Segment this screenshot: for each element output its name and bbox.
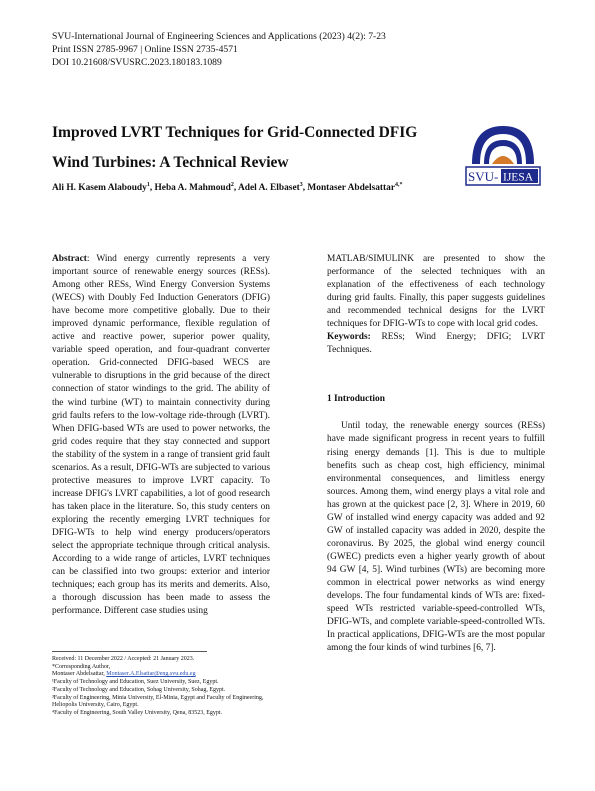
author-affiliation-mark: 1 [146, 182, 150, 188]
journal-citation: SVU-International Journal of Engineering Sciences and Applications (2023) 4(2): 7-23 [52, 31, 386, 42]
affiliation-2: ²Faculty of Technology and Education, Sohag University, Sohag, Egypt. [52, 686, 226, 693]
paper-title-line-2: Wind Turbines: A Technical Review [52, 154, 289, 171]
footnotes [52, 656, 270, 718]
author-affiliation-mark: 2 [230, 182, 234, 188]
affiliation-1: ¹Faculty of Technology and Education, Suez University, Suez, Egypt. [52, 679, 219, 686]
logo-text-right: IJESA [503, 171, 534, 184]
keywords-paragraph [327, 331, 545, 357]
corresponding-author-note: *Corresponding Author, [52, 663, 111, 670]
journal-issn: Print ISSN 2785-9967 | Online ISSN 2735-4571 [52, 44, 238, 55]
corresponding-name: Montaser Abdelsattar, [52, 671, 107, 678]
journal-header [52, 30, 386, 69]
affiliation-3: ³Faculty of Engineering, Minia University, El-Minia, Egypt and Faculty of Engineering, Heliopolis University, Cairo, Egypt. [52, 694, 264, 709]
keywords-text: RESs; Wind Energy; DFIG; LVRT Techniques. [327, 332, 545, 356]
abstract-label: Abstract [52, 254, 87, 264]
abstract-paragraph [52, 253, 270, 618]
footnote-divider [52, 651, 207, 652]
journal-doi: DOI 10.21608/SVUSRC.2023.180183.1089 [52, 57, 222, 68]
logo-text-left: SVU- [468, 169, 499, 184]
author-name: Heba A. Mahmoud [154, 183, 231, 194]
abstract-continuation: MATLAB/SIMULINK are presented to show the performance of the selected techniques with an explanation of the effectiveness of each technology during grid faults. Finally, this paper suggests guidelines and recommended technical designs for the LVRT techniques for DFIG-WTs to cope with local grid codes. [327, 254, 545, 330]
author-affiliation-mark: 4,* [395, 182, 403, 188]
introduction-paragraph: Until today, the renewable energy sources (RESs) have made significant progress in recent years to fulfill rising energy demands [1]. This is due to multiple benefits such as cheap cost, high efficiency, minimal environmental consequences, and limitless energy sources. Among them, wind energy plays a vital role and has grown at the quickest pace [2, 3]. Where in 2019, 60 GW of installed wind energy capacity was added and 92 GW of installed capacity was added in 2020, despite the coronavirus. By 2025, the global wind energy council (GWEC) predicts even a higher yearly growth of about 94 GW [4, 5]. Wind turbines (WTs) are becoming more common in electrical power networks as wind energy develops. The four fundamental kinds of WTs are: fixed-speed WTs restricted variable-speed-controlled WTs, DFIG-WTs, and complete variable-speed-controlled WTs. In practical applications, DFIG-WTs are the most popular among the four kinds of wind turbines [6, 7]. [327, 421, 545, 654]
corresponding-email-line [52, 671, 270, 679]
author-name: Adel A. Elbaset [238, 183, 300, 194]
author-affiliation-mark: 3 [299, 182, 303, 188]
right-column [327, 253, 545, 655]
svu-ijesa-logo [462, 120, 544, 190]
abstract-text: : Wind energy currently represents a very important source of renewable energy sources (RESs). Among other RESs, Wind Energy Conversion Systems (WECS) with Doubly Fed Induction Generators (DFIG) have become more competitive globally. Due to their improved dynamic performance, flexible regulation of active and reactive power, superior power quality, variable speed operation, and four-quadrant converter operation. Grid-connected DFIG-based WECS are vulnerable to disruptions in the grid because of the direct connection of stator windings to the grid. The ability of the wind turbine (WT) to maintain connectivity during grid faults refers to the low-voltage ride-through (LVRT). When DFIG-based WTs are used to power networks, the grid codes require that they stay connected and support the stability of the system in a range of transient grid fault scenarios. As a result, DFIG-WTs are subjected to various protective measures to improve LVRT capacity. To increase DFIG's LVRT capabilities, a lot of good research has taken place in the literature. So, this study centers on exploring the recently emerging LVRT techniques for DFIG-WTs to help wind energy producers/operators select the appropriate technique through critical analysis. According to a wide range of articles, LVRT techniques can be classified into two groups: exterior and interior techniques; each group has its merits and demerits. Also, a thorough discussion has been made to assess the performance. Different case studies using [52, 254, 270, 617]
keywords-label: Keywords: [327, 332, 371, 343]
author-name: Ali H. Kasem Alaboudy [52, 183, 147, 194]
author-list: Ali H. Kasem Alaboudy$^1$, Heba A. Mahmoud$^2$, Adel A. Elbaset$^3$, Montaser Abdelsattar$^{4,*}$ [52, 182, 403, 194]
email-link[interactable]: Montaser.A.Elsattar@eng.svu.edu.eg [106, 671, 196, 678]
affiliation-4: ⁴Faculty of Engineering, South Valley University, Qena, 83523, Egypt. [52, 709, 223, 716]
section-heading-introduction: 1 Introduction [327, 394, 385, 405]
author-name: Montaser Abdelsattar [307, 183, 396, 194]
received-dates: Received: 11 December 2022 / Accepted: 21 January 2023. [52, 656, 195, 662]
abstract-column [52, 253, 270, 618]
paper-title-line-1: Improved LVRT Techniques for Grid-Connected DFIG [52, 124, 418, 141]
